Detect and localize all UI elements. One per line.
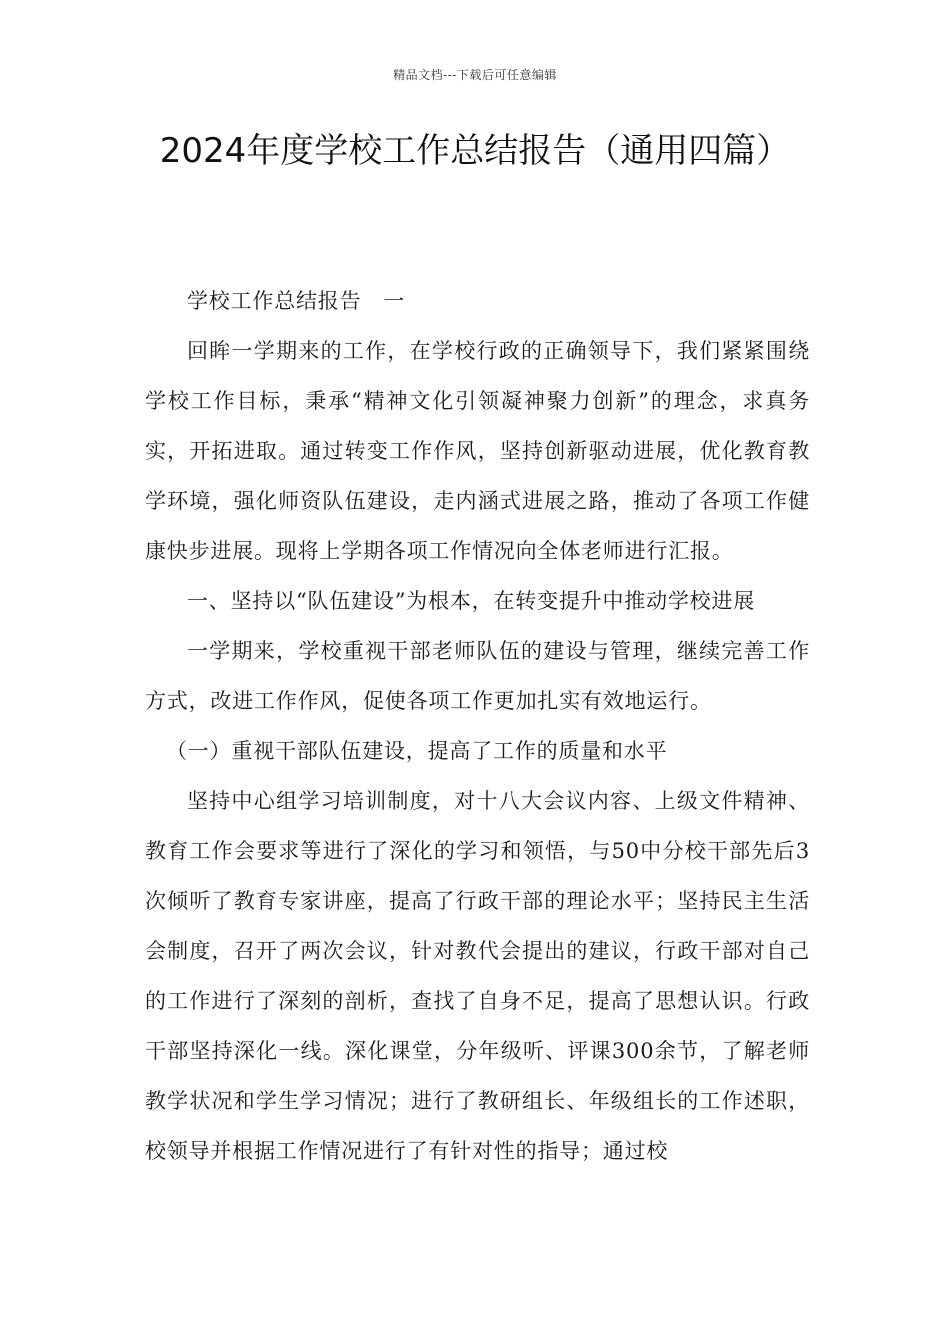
section-heading-team-building: 一、坚持以“队伍建设”为根本，在转变提升中推动学校进展: [187, 589, 756, 613]
page-header-note: 精品文档---下载后可任意编辑: [393, 68, 557, 82]
document-body: [145, 276, 810, 1176]
paragraph-team-management: 一学期来，学校重视干部老师队伍的建设与管理，继续完善工作方式，改进工作作风，促使各项工作更加扎实有效地运行。: [145, 639, 810, 713]
paragraph-cadre-details: 坚持中心组学习培训制度，对十八大会议内容、上级文件精神、教育工作会要求等进行了深化的学习和领悟，与50中分校干部先后3次倾听了教育专家讲座，提高了行政干部的理论水平；坚持民主生活会制度，召开了两次会议，针对教代会提出的建议，行政干部对自己的工作进行了深刻的剖析，查找了自身不足，提高了思想认识。行政干部坚持深化一线。深化课堂，分年级听、评课300余节，了解老师教学状况和学生学习情况；进行了教研组长、年级组长的工作述职，校领导并根据工作情况进行了有针对性的指导；通过校: [145, 789, 810, 1163]
document-title: 2024年度学校工作总结报告（通用四篇）: [159, 131, 791, 171]
section-heading-report-one: 学校工作总结报告 一: [187, 289, 405, 313]
paragraph-intro: 回眸一学期来的工作，在学校行政的正确领导下，我们紧紧围绕学校工作目标，秉承“精神文化引领凝神聚力创新”的理念，求真务实，开拓进取。通过转变工作作风，坚持创新驱动进展，优化教育教学环境，强化师资队伍建设，走内涵式进展之路，推动了各项工作健康快步进展。现将上学期各项工作情况向全体老师进行汇报。: [145, 339, 810, 563]
subsection-heading-cadre-building: （一）重视干部队伍建设，提高了工作的质量和水平: [166, 739, 668, 763]
